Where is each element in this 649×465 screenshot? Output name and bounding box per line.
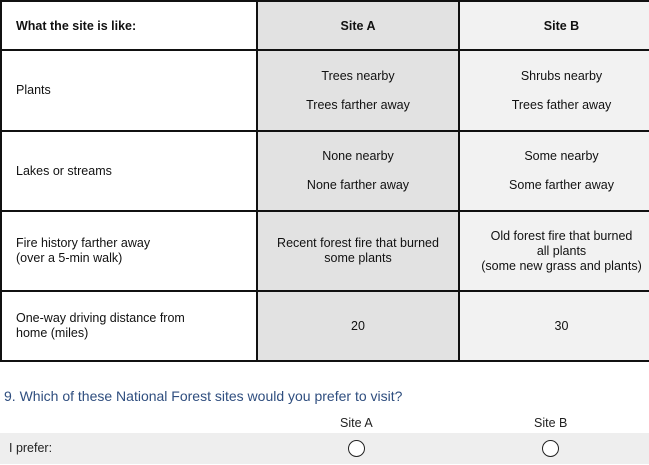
site-a-lakes-farther: None farther away xyxy=(306,178,410,192)
site-a-radio-button[interactable] xyxy=(348,440,365,457)
site-b-distance-cell xyxy=(459,291,649,361)
table-header-row xyxy=(1,1,649,50)
table-row-plants xyxy=(1,50,649,131)
row-label-text: Lakes or streams xyxy=(16,163,112,178)
site-b-plants-farther: Trees father away xyxy=(511,97,612,112)
site-b-plants-nearby: Shrubs nearby xyxy=(520,68,603,83)
answer-row-label: I prefer: xyxy=(9,441,53,455)
preference-answer-row xyxy=(0,433,649,464)
site-a-distance-cell xyxy=(257,291,459,361)
row-label-distance xyxy=(1,291,257,361)
site-a-plants-farther: Trees farther away xyxy=(306,97,410,112)
row-label-text: Plants xyxy=(16,83,51,97)
option-header-site-a: Site A xyxy=(340,416,373,430)
site-b-lakes-cell xyxy=(459,131,649,211)
site-b-lakes-farther: Some farther away xyxy=(509,178,614,192)
row-label-text: Fire history farther away xyxy=(16,236,151,250)
site-a-column-header: Site A xyxy=(257,1,459,50)
row-label-fire-history xyxy=(1,211,257,291)
site-b-fire-line-3: (some new grass and plants) xyxy=(481,258,642,273)
site-a-lakes-cell xyxy=(257,131,459,211)
site-a-plants-nearby: Trees nearby xyxy=(321,68,395,83)
site-a-fire-cell xyxy=(257,211,459,291)
site-a-fire-line-2: some plants xyxy=(324,251,392,265)
site-a-lakes-nearby: None nearby xyxy=(322,149,394,163)
site-b-column-header: Site B xyxy=(459,1,649,50)
row-label-plants xyxy=(1,50,257,131)
row-label-subtext: home (miles) xyxy=(16,326,89,340)
site-b-distance-value: 30 xyxy=(554,318,569,333)
row-label-lakes xyxy=(1,131,257,211)
site-a-plants-cell xyxy=(257,50,459,131)
table-row-distance xyxy=(1,291,649,361)
site-b-fire-line-1: Old forest fire that burned xyxy=(490,228,633,243)
table-row-lakes xyxy=(1,131,649,211)
site-b-plants-cell xyxy=(459,50,649,131)
attribute-column-header: What the site is like: xyxy=(1,1,257,50)
site-b-fire-cell xyxy=(459,211,649,291)
site-a-fire-line-1: Recent forest fire that burned xyxy=(277,236,439,250)
row-label-subtext: (over a 5-min walk) xyxy=(16,251,123,265)
site-a-distance-value: 20 xyxy=(351,318,365,333)
option-header-site-b: Site B xyxy=(534,416,568,430)
question-text: 9. Which of these National Forest sites would you prefer to visit? xyxy=(4,388,403,404)
site-b-fire-line-2: all plants xyxy=(536,243,587,258)
site-b-radio-button[interactable] xyxy=(542,440,559,457)
table-row-fire-history xyxy=(1,211,649,291)
site-b-lakes-nearby: Some nearby xyxy=(524,149,599,163)
row-label-text: One-way driving distance from xyxy=(16,311,185,325)
